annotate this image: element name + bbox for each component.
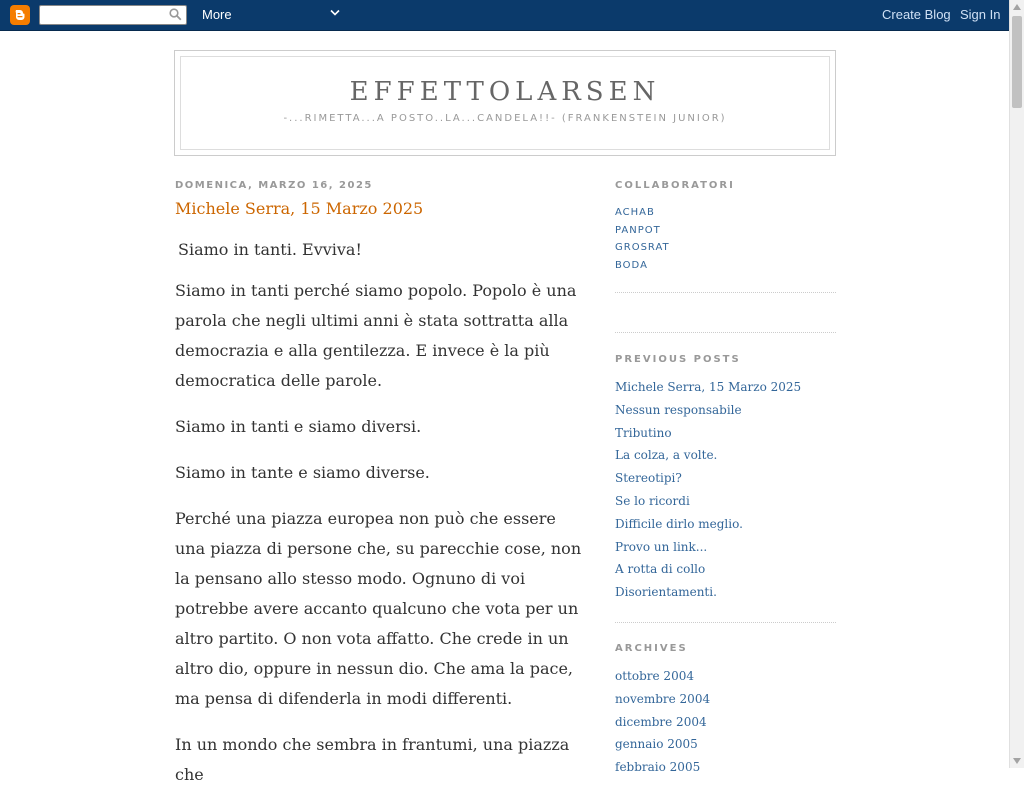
post-date: DOMENICA, MARZO 16, 2025 — [175, 180, 373, 191]
sidebar-divider — [615, 332, 836, 333]
previous-post-link[interactable]: Se lo ricordi — [615, 493, 690, 508]
previous-post-link[interactable]: Difficile dirlo meglio. — [615, 516, 743, 531]
previous-post-link[interactable]: Disorientamenti. — [615, 585, 717, 600]
collaborator-link[interactable]: PANPOT — [615, 224, 661, 236]
post-paragraph: Siamo in tanti. Evviva! — [178, 240, 362, 259]
post-paragraph: Siamo in tanti e siamo diversi. — [175, 417, 422, 436]
previous-post-link[interactable]: La colza, a volte. — [615, 448, 718, 463]
blog-title[interactable]: EFFETTOLARSEN — [349, 77, 661, 107]
main-column — [175, 180, 585, 806]
archives-list — [615, 665, 710, 779]
blogger-logo-icon[interactable] — [10, 5, 30, 25]
previous-post-link[interactable]: Tributino — [615, 425, 672, 440]
previous-posts-heading: PREVIOUS POSTS — [615, 354, 741, 365]
previous-posts-section — [615, 354, 801, 604]
search-icon[interactable] — [169, 8, 182, 21]
previous-post-link[interactable]: A rotta di collo — [615, 562, 706, 577]
archive-link[interactable]: ottobre 2004 — [615, 669, 694, 683]
archive-link[interactable]: dicembre 2004 — [615, 714, 707, 729]
more-menu[interactable]: More — [202, 7, 232, 22]
blogger-navbar — [0, 0, 1010, 31]
vertical-scrollbar[interactable] — [1009, 0, 1024, 768]
collaborators-list — [615, 204, 836, 274]
archive-link[interactable]: febbraio 2005 — [615, 760, 701, 775]
previous-post-link[interactable]: Provo un link... — [615, 539, 708, 554]
previous-posts-list — [615, 376, 801, 604]
archive-link[interactable]: novembre 2004 — [615, 691, 711, 706]
post-paragraph: In un mondo che sembra in frantumi, una piazza che — [175, 735, 570, 784]
search-input[interactable] — [39, 5, 187, 25]
previous-post-link[interactable]: Stereotipi? — [615, 471, 682, 486]
post-paragraph: Perché una piazza europea non può che essere una piazza di persone che, su parecchie cose, non la pensano allo stesso modo. Ognuno di voi potrebbe avere accanto qualcuno che vota per un altro partito. O non vota affatto. Che crede in un altro dio, oppure in nessun dio. Che ama la pace, ma pensa di difenderla in modi differenti. — [175, 509, 582, 708]
archives-section — [615, 643, 710, 779]
archives-heading: ARCHIVES — [615, 643, 688, 654]
post-title[interactable]: Michele Serra, 15 Marzo 2025 — [175, 199, 424, 218]
blog-header — [174, 50, 836, 156]
scroll-down-arrow-icon[interactable] — [1013, 758, 1021, 764]
blog-header-inner — [180, 56, 830, 150]
post-body — [175, 235, 585, 790]
archive-link[interactable]: gennaio 2005 — [615, 737, 698, 752]
sidebar-divider — [615, 292, 836, 293]
sidebar — [615, 180, 836, 775]
previous-post-link[interactable]: Nessun responsabile — [615, 402, 742, 417]
previous-post-link[interactable]: Michele Serra, 15 Marzo 2025 — [615, 380, 802, 394]
collaborator-link[interactable]: GROSRAT — [615, 242, 670, 254]
post-paragraph: Siamo in tanti perché siamo popolo. Popolo è una parola che negli ultimi anni è stata sottratta alla democrazia e alla gentilezza. E invece è la più democratica delle parole. — [175, 281, 577, 390]
blog-description: -...RIMETTA...A POSTO..LA...CANDELA!!- (FRANKENSTEIN JUNIOR) — [283, 113, 727, 124]
collaborator-link[interactable]: ACHAB — [615, 207, 655, 218]
create-blog-link[interactable]: Create Blog — [882, 7, 951, 22]
scroll-up-arrow-icon[interactable] — [1013, 4, 1021, 10]
sign-in-link[interactable]: Sign In — [960, 7, 1001, 22]
chevron-down-icon[interactable] — [330, 9, 340, 17]
collaborator-link[interactable]: BODA — [615, 259, 648, 271]
post-paragraph: Siamo in tante e siamo diverse. — [175, 463, 430, 482]
scrollbar-thumb[interactable] — [1012, 16, 1022, 108]
collaborators-heading: COLLABORATORI — [615, 180, 735, 191]
sidebar-divider — [615, 622, 836, 623]
